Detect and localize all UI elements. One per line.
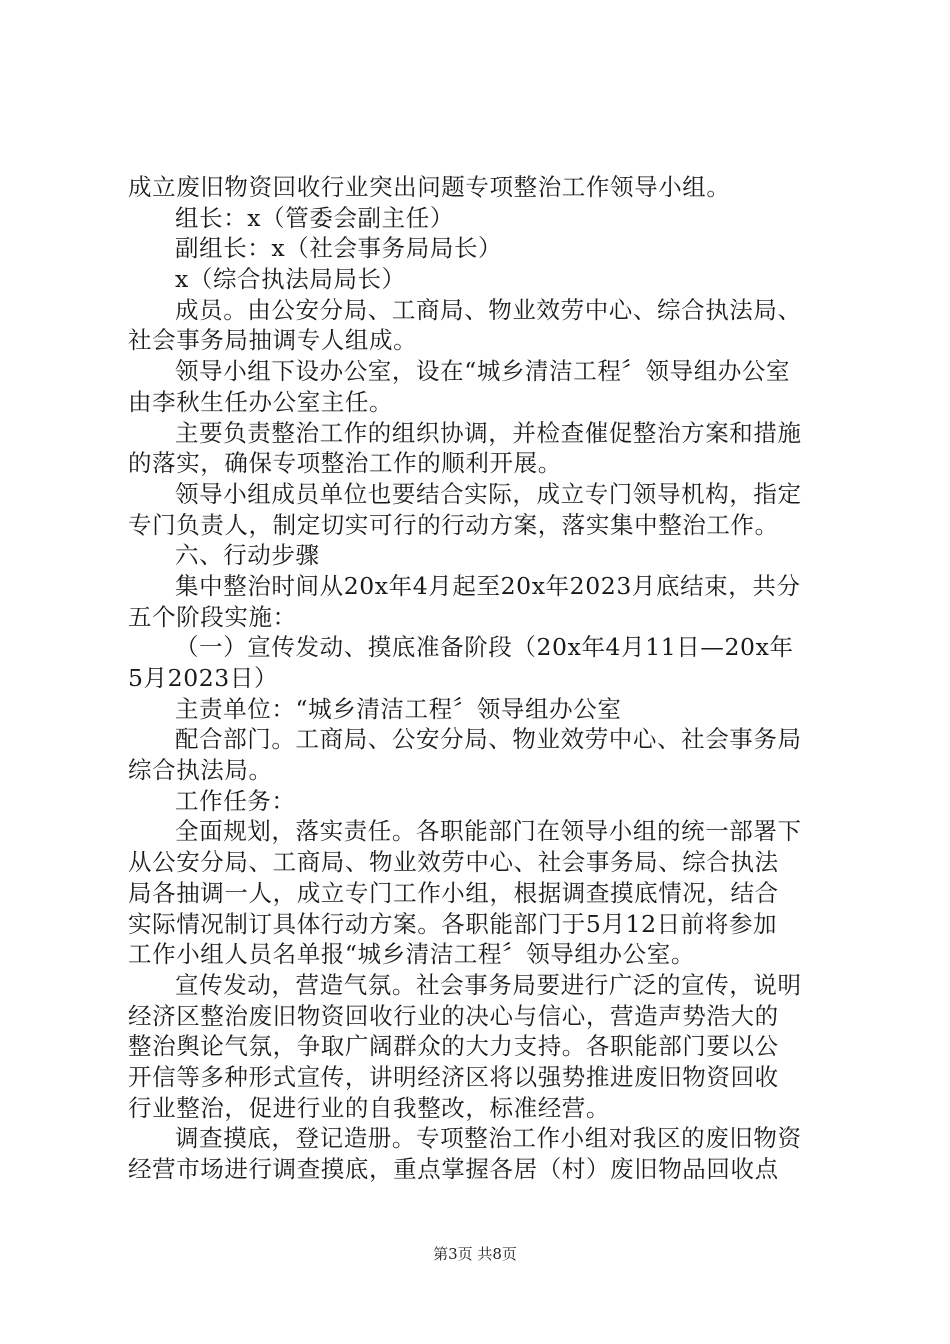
text-line: 5月2023日）: [128, 664, 279, 692]
text-line: 从公安分局、工商局、物业效劳中心、社会事务局、综合执法: [128, 848, 779, 877]
text-line: 五个阶段实施：: [128, 602, 297, 631]
text-line: 配合部门。工商局、公安分局、物业效劳中心、社会事务局: [175, 725, 802, 754]
text-line: 专门负责人，制定切实可行的行动方案，落实集中整治工作。: [128, 510, 779, 539]
text-line: 领导小组成员单位也要结合实际，成立专门领导机构，指定: [175, 479, 802, 508]
text-line: 副组长：x（社会事务局局长）: [175, 234, 503, 263]
text-line: 由李秋生任办公室主任。: [128, 387, 394, 416]
text-line: 整治舆论气氛，争取广阔群众的大力支持。各职能部门要以公: [128, 1032, 779, 1061]
text-line: 工作小组人员名单报“城乡清洁工程〞领导组办公室。: [128, 940, 695, 969]
text-line: 调查摸底，登记造册。专项整治工作小组对我区的废旧物资: [175, 1124, 802, 1153]
text-line: 经营市场进行调查摸底，重点掌握各居（村）废旧物品回收点: [128, 1155, 779, 1183]
text-line: 工作任务：: [175, 786, 296, 815]
section-heading: 六、行动步骤: [175, 541, 320, 570]
text-line: 成员。由公安分局、工商局、物业效劳中心、综合执法局、: [175, 295, 802, 324]
text-line: 宣传发动，营造气氛。社会事务局要进行广泛的宣传，说明: [175, 970, 802, 999]
text-line: 行业整治，促进行业的自我整改，标准经营。: [128, 1093, 610, 1122]
text-line: 开信等多种形式宣传，讲明经济区将以强势推进废旧物资回收: [128, 1062, 779, 1091]
text-line: 集中整治时间从20x年4月起至20x年2023月底结束，共分: [175, 571, 801, 600]
text-line: 社会事务局抽调专人组成。: [128, 326, 418, 355]
text-line: 实际情况制订具体行动方案。各职能部门于5月12日前将参加: [128, 909, 778, 938]
page-number-footer: 第3页 共8页: [433, 1245, 517, 1263]
document-body: [128, 172, 838, 1185]
text-line: 主责单位：“城乡清洁工程〞领导组办公室: [175, 694, 622, 723]
text-line: （一）宣传发动、摸底准备阶段（20x年4月11日—20x年: [175, 633, 794, 662]
text-line: 局各抽调一人，成立专门工作小组，根据调查摸底情况，结合: [128, 878, 779, 907]
text-line: 综合执法局。: [128, 756, 273, 785]
text-line: 领导小组下设办公室，设在“城乡清洁工程〞领导组办公室: [175, 357, 791, 386]
text-line: 成立废旧物资回收行业突出问题专项整治工作领导小组。: [128, 173, 731, 201]
text-line: 全面规划，落实责任。各职能部门在领导小组的统一部署下: [175, 817, 802, 846]
text-line: 的落实，确保专项整治工作的顺利开展。: [128, 449, 562, 478]
text-line: 经济区整治废旧物资回收行业的决心与信心，营造声势浩大的: [128, 1001, 779, 1030]
text-line: 主要负责整治工作的组织协调，并检查催促整治方案和措施: [175, 418, 802, 447]
text-line: 组长：x（管委会副主任）: [175, 203, 454, 232]
text-line: x（综合执法局局长）: [175, 265, 406, 294]
